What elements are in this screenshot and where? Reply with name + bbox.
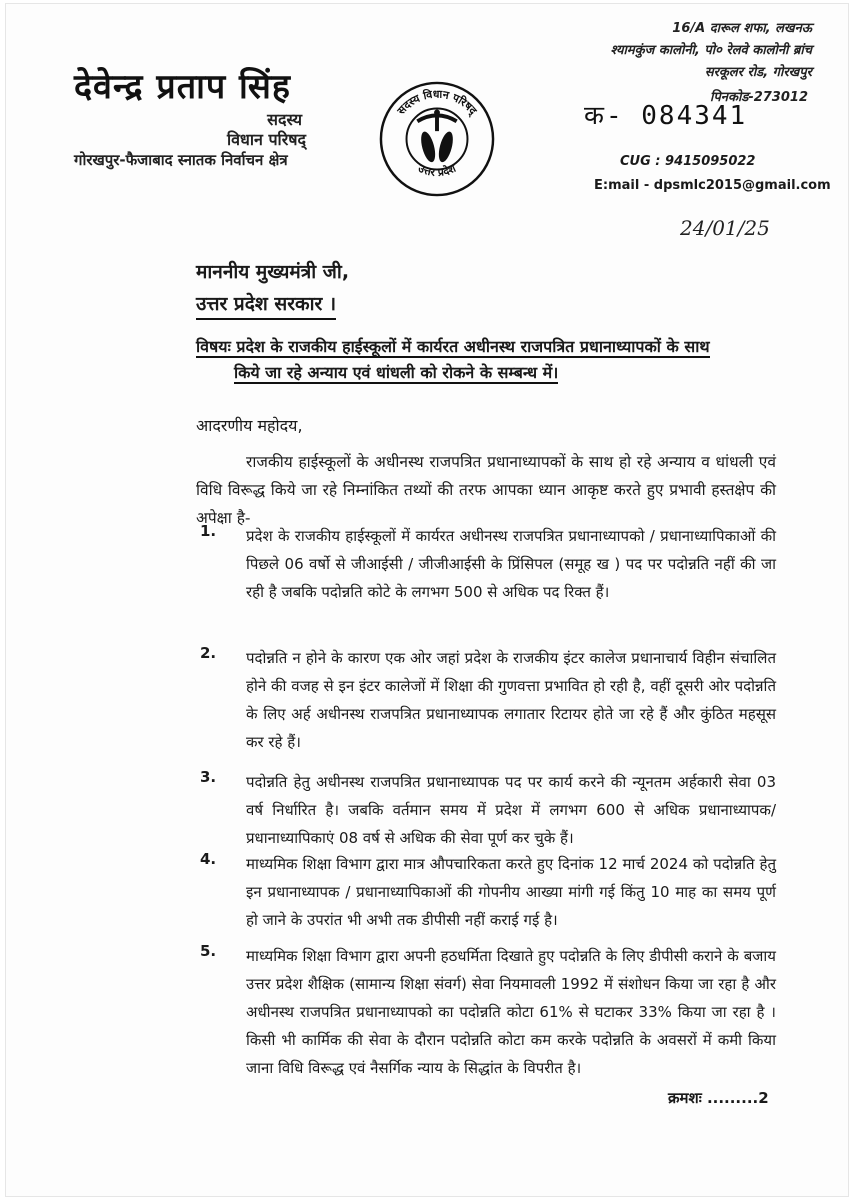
list-item-number: 2. [200, 644, 217, 662]
recipient-line-1: माननीय मुख्यमंत्री जी, [196, 261, 350, 283]
list-item-text: पदोन्नति हेतु अधीनस्थ राजपत्रित प्रधानाध्यापक पद पर कार्य करने की न्यूनतम अर्हकारी सेवा 03 वर्ष निर्धारित है। जबकि वर्तमान समय में प्रदेश में लगभग 600 से अधिक प्रधानाध्यापक/ प्रधानाध्यापिकाएं 08 वर्ष से अधिक की सेवा पूर्ण कर चुके हैं। [246, 773, 776, 847]
list-item [196, 768, 776, 852]
subject-line-1: विषयः प्रदेश के राजकीय हाईस्कूलों में कार्यरत अधीनस्थ राजपत्रित प्रधानाध्यापकों के साथ [196, 337, 710, 356]
subject-line-2: किये जा रहे अन्याय एवं धांधली को रोकने के सम्बन्ध में। [234, 363, 559, 382]
address-line-1: 16/A दारूल शफा, लखनऊ [672, 21, 812, 36]
letter-page [6, 4, 848, 1196]
recipient-line-2: उत्तर प्रदेश सरकार । [196, 290, 336, 320]
subject [196, 334, 776, 386]
list-item-number: 3. [200, 768, 217, 786]
svg-text:उत्तर प्रदेश [415, 161, 458, 179]
list-item-text: माध्यमिक शिक्षा विभाग द्वारा मात्र औपचारिकता करते हुए दिनांक 12 मार्च 2024 को पदोन्नति हेतु इन प्रधानाध्यापक / प्रधानाध्यापिकाओं की गोपनीय आख्या मांगी गई किंतु 10 माह का समय पूर्ण हो जाने के उपरांत भी अभी तक डीपीसी नहीं कराई गई है। [246, 855, 776, 929]
list-item-text: पदोन्नति न होने के कारण एक ओर जहां प्रदेश के राजकीय इंटर कालेज प्रधानाचार्य विहीन संचालित होने की वजह से इन इंटर कालेजों में शिक्षा की गुणवत्ता प्रभावित हो रही है, वहीं दूसरी ओर पदोन्नति के लिए अर्ह अधीनस्थ राजपत्रित प्रधानाध्यापक लगातार रिटायर होते जा रहे हैं और कुंठित महसूस कर रहे हैं। [246, 649, 776, 751]
sender-name: देवेन्द्र प्रताप सिंह [74, 67, 291, 107]
handwritten-date: 24/01/25 [680, 216, 770, 240]
list-item-number: 5. [200, 942, 217, 960]
list-item [196, 942, 776, 1082]
continuation-marker: क्रमशः .........2 [668, 1089, 769, 1107]
address-pincode: पिनकोड-273012 [710, 90, 808, 105]
list-item [196, 644, 776, 756]
fish-emblem-icon [417, 110, 456, 164]
list-item-text: प्रदेश के राजकीय हाईस्कूलों में कार्यरत अधीनस्थ राजपत्रित प्रधानाध्यापको / प्रधानाध्यापिकाओं की पिछले 06 वर्षो से जीआईसी / जीजीआईसी के प्रिंसिपल (समूह ख ) पद पर पदोन्नति नहीं की जा रही है जबकि पदोन्नति कोटे के लगभग 500 से अधिक पद रिक्त हैं। [246, 527, 776, 601]
intro-paragraph: राजकीय हाईस्कूलों के अधीनस्थ राजपत्रित प्रधानाध्यापकों के साथ हो रहे अन्याय व धांधली एवं विधि विरूद्ध किये जा रहे निम्नांकित तथ्यों की तरफ आपका ध्यान आकृष्ट करते हुए प्रभावी हस्तक्षेप की अपेक्षा है- [196, 453, 776, 527]
sender-council: विधान परिषद् [227, 130, 306, 149]
cug-number: CUG : 9415095022 [620, 154, 756, 169]
address-line-2: श्यामकुंज कालोनी, पो० रेलवे कालोनी ब्रांच [610, 43, 812, 58]
list-item-text: माध्यमिक शिक्षा विभाग द्वारा अपनी हठधर्मिता दिखाते हुए पदोन्नति के लिए डीपीसी कराने के बजाय उत्तर प्रदेश शैक्षिक (सामान्य शिक्षा संवर्ग) सेवा नियमावली 1992 में संशोधन किया जा रहा है और अधीनस्थ राजपत्रित प्रधानाध्यापको का पदोन्नति कोटा 61% से घटाकर 33% किया जा रहा है । किसी भी कार्मिक की सेवा के दौरान पदोन्नति कोटा कम करके पदोन्नति के अवसरों में कमी किया जाना विधि विरूद्ध एवं नैसर्गिक न्याय के सिद्धांत के विपरीत है। [246, 947, 776, 1077]
address-line-3: सरकूलर रोड, गोरखपुर [704, 65, 812, 80]
salutation: आदरणीय महोदय, [196, 416, 303, 435]
list-item-number: 1. [200, 522, 217, 540]
sender-constituency: गोरखपुर-फैजाबाद स्नातक निर्वाचन क्षेत्र [74, 151, 288, 169]
list-item [196, 850, 776, 934]
email-address: E:mail - dpsmlc2015@gmail.com [594, 178, 831, 193]
seal-top-text: सदस्य विधान परिषद् [394, 87, 480, 118]
sender-role: सदस्य [267, 110, 302, 129]
list-item [196, 522, 776, 606]
seal-bottom-text: उत्तर प्रदेश [416, 161, 458, 179]
council-seal-emblem [378, 80, 496, 198]
reference-number: क- 084341 [584, 101, 748, 131]
list-item-number: 4. [200, 850, 217, 868]
